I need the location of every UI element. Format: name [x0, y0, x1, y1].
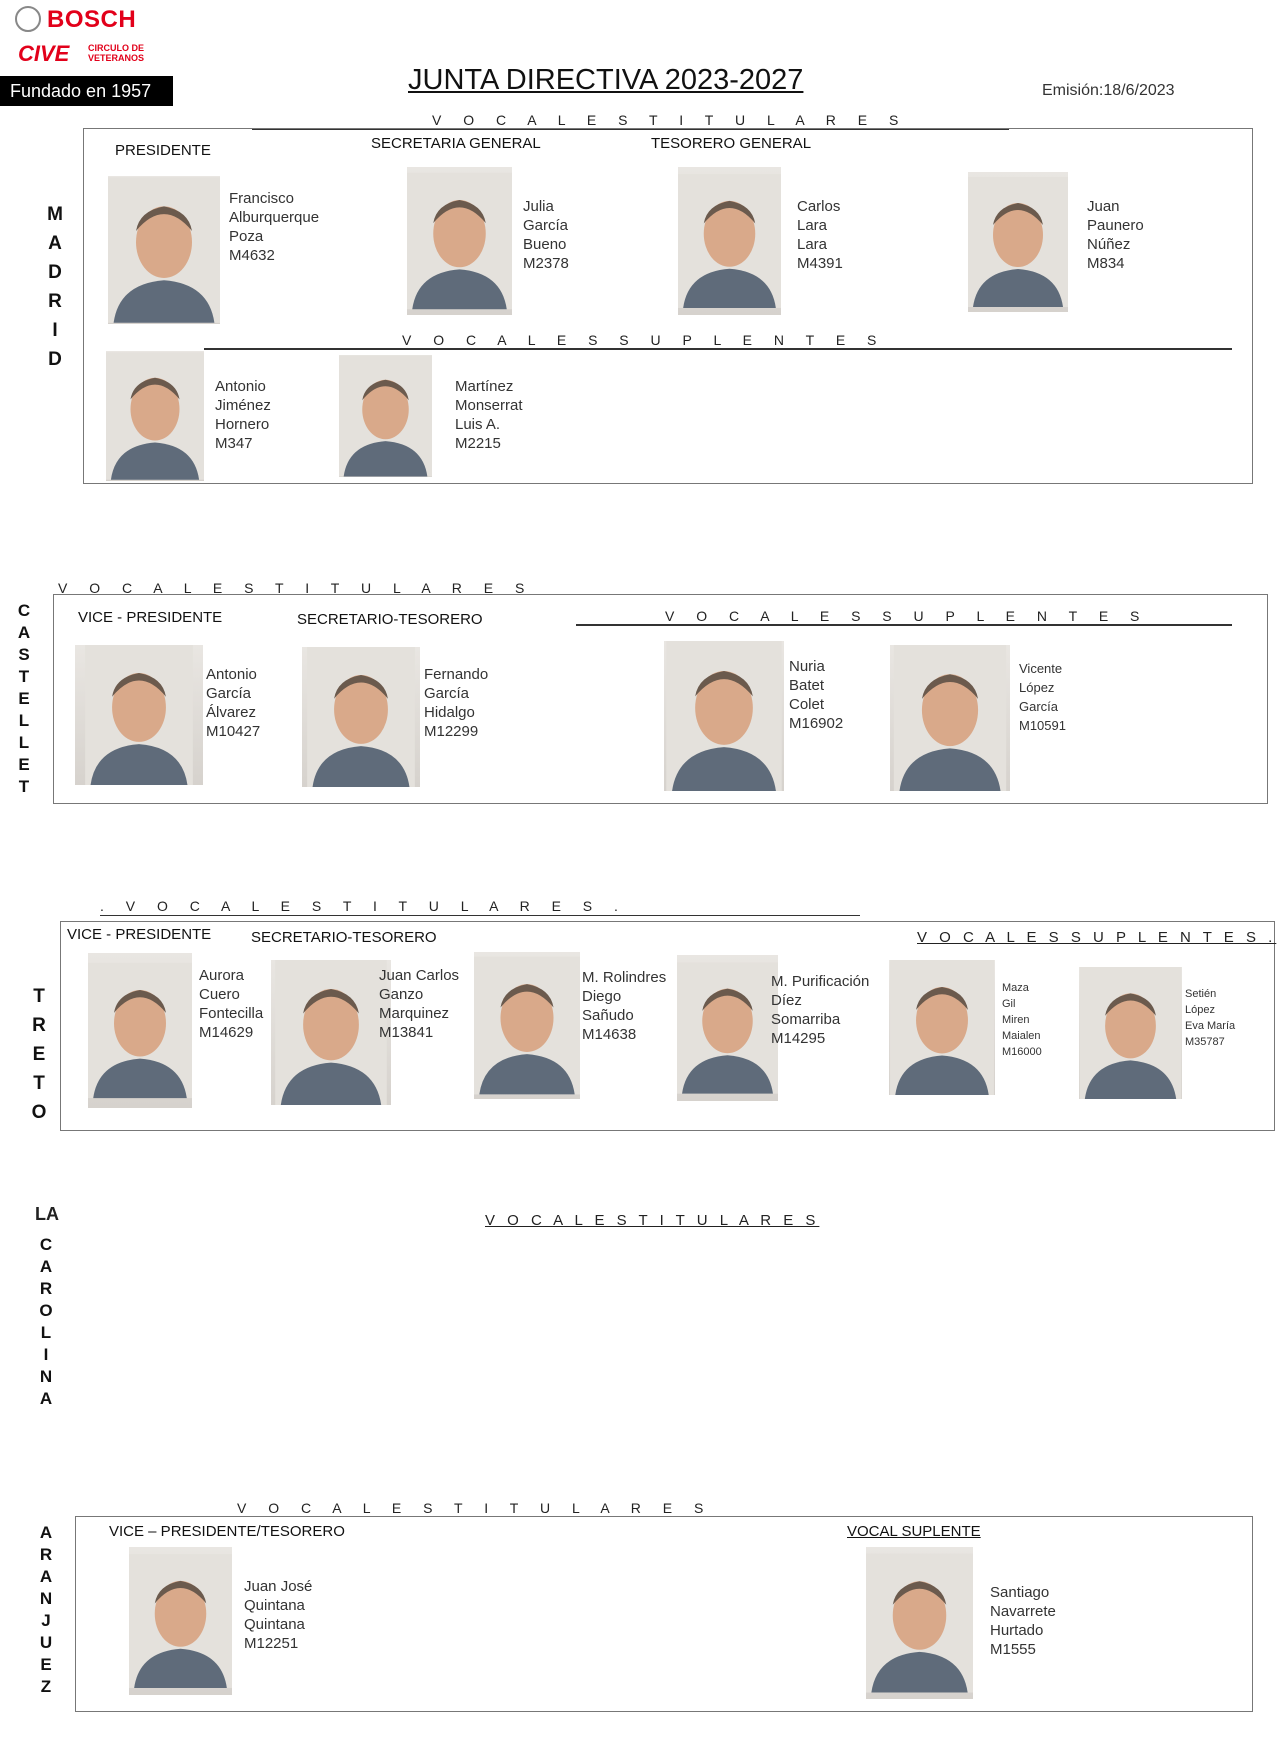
portrait-icon: [407, 167, 512, 315]
person-photo: [866, 1547, 973, 1699]
portrait-icon: [106, 351, 204, 481]
role-secretario-tesorero: SECRETARIO-TESORERO: [297, 611, 483, 628]
aranjuez-vertical-label: A R A N J U E Z: [39, 1523, 53, 1696]
founded-text: Fundado en 1957: [10, 81, 152, 101]
cive-wordmark: CIVE: [18, 41, 70, 66]
portrait-icon: [890, 645, 1010, 791]
person-photo: [677, 955, 778, 1101]
role-secretario-tesorero: SECRETARIO-TESORERO: [251, 929, 437, 946]
person-name: Vicente López García M10591: [1019, 661, 1066, 733]
person-name: Juan José Quintana Quintana M12251: [244, 1578, 313, 1652]
person-name: Juan Carlos Ganzo Marquinez M13841: [379, 967, 460, 1041]
person-name: Fernando García Hidalgo M12299: [424, 666, 489, 740]
founded-banner: [0, 76, 173, 106]
portrait-icon: [678, 167, 781, 315]
role-vice-presidente: VICE - PRESIDENTE: [78, 609, 223, 626]
madrid-suplentes-heading: V O C A L E S S U P L E N T E S: [402, 332, 886, 348]
person-name: Martínez Monserrat Luis A. M2215: [455, 378, 523, 452]
person-photo: [474, 952, 580, 1099]
castellet-suplentes-heading: V O C A L E S S U P L E N T E S: [665, 608, 1149, 624]
bosch-wordmark: BOSCH: [47, 6, 137, 33]
madrid-vertical-label: M A D R I D: [47, 204, 63, 370]
cive-logo: [18, 41, 148, 69]
person-name: M. Purificación Díez Somarriba M14295: [771, 973, 870, 1047]
treto-titulares-rule: [100, 915, 860, 916]
aranjuez-section: [75, 1516, 1253, 1712]
treto-section: [60, 921, 1275, 1131]
person-name: Setién López Eva María M35787: [1185, 988, 1236, 1048]
portrait-icon: [339, 355, 432, 477]
role-tesorero-general: TESORERO GENERAL: [651, 135, 812, 152]
portrait-icon: [302, 647, 420, 787]
portrait-icon: [271, 960, 391, 1105]
la-carolina-label-top: LA: [35, 1204, 59, 1224]
portrait-icon: [889, 960, 995, 1095]
role-vocal-suplente: VOCAL SUPLENTE: [847, 1523, 981, 1540]
portrait-icon: [75, 645, 203, 785]
person-photo: [407, 167, 512, 315]
aranjuez-titulares-heading: V O C A L E S T I T U L A R E S: [237, 1500, 713, 1516]
role-presidente: PRESIDENTE: [115, 142, 211, 159]
treto-titulares-heading: . V O C A L E S T I T U L A R E S .: [100, 898, 627, 914]
madrid-titulares-heading: V O C A L E S T I T U L A R E S: [432, 112, 908, 128]
circulo-line-2: VETERANOS: [88, 53, 145, 63]
portrait-icon: [866, 1547, 973, 1699]
castellet-vertical-label: C A S T E L L E T: [17, 601, 31, 796]
person-name: Aurora Cuero Fontecilla M14629: [199, 967, 264, 1041]
circulo-line-1: CIRCULO DE: [88, 43, 144, 53]
person-photo: [339, 355, 432, 477]
bosch-emblem-icon: [15, 6, 41, 32]
madrid-suplentes-rule: [204, 348, 1232, 350]
person-photo: [75, 645, 203, 785]
portrait-icon: [968, 172, 1068, 312]
madrid-section: [83, 128, 1253, 484]
portrait-icon: [1079, 967, 1182, 1099]
role-vice-presidente: VICE - PRESIDENTE: [67, 926, 212, 943]
portrait-icon: [129, 1547, 232, 1695]
person-name: Maza Gil Miren Maialen M16000: [1002, 982, 1042, 1058]
treto-vertical-label: T R E T O: [31, 986, 47, 1123]
person-name: Carlos Lara Lara M4391: [797, 198, 843, 272]
person-name: Nuria Batet Colet M16902: [789, 658, 844, 732]
person-photo: [1079, 967, 1182, 1099]
person-photo: [678, 167, 781, 315]
castellet-titulares-heading: V O C A L E S T I T U L A R E S: [58, 580, 534, 596]
person-photo: [108, 176, 220, 324]
person-photo: [88, 953, 192, 1108]
person-photo: [890, 645, 1010, 791]
portrait-icon: [677, 955, 778, 1101]
treto-suplentes-heading: V O C A L E S S U P L E N T E S .: [917, 929, 1277, 946]
person-name: Julia García Bueno M2378: [523, 198, 569, 272]
la-carolina-vertical-label: C A R O L I N A: [39, 1235, 53, 1408]
person-name: Antonio Jiménez Hornero M347: [215, 378, 271, 452]
person-name: Juan Paunero Núñez M834: [1087, 198, 1144, 272]
person-photo: [106, 351, 204, 481]
person-photo: [889, 960, 995, 1095]
person-photo: [968, 172, 1068, 312]
bosch-logo: [15, 6, 145, 34]
portrait-icon: [474, 952, 580, 1099]
role-vice-presidente-tesorero: VICE – PRESIDENTE/TESORERO: [109, 1523, 345, 1540]
person-name: M. Rolindres Diego Sañudo M14638: [582, 969, 667, 1043]
la-carolina-titulares-heading: V O C A L E S T I T U L A R E S: [485, 1212, 820, 1229]
person-name: Santiago Navarrete Hurtado M1555: [990, 1584, 1056, 1658]
portrait-icon: [664, 641, 784, 791]
page-title: JUNTA DIRECTIVA 2023-2027: [408, 64, 804, 96]
portrait-icon: [88, 953, 192, 1108]
role-secretaria-general: SECRETARIA GENERAL: [371, 135, 541, 152]
castellet-suplentes-rule: [576, 624, 1232, 626]
person-name: Francisco Alburquerque Poza M4632: [229, 190, 320, 264]
person-photo: [129, 1547, 232, 1695]
person-photo: [302, 647, 420, 787]
castellet-section: [53, 594, 1268, 804]
person-photo: [664, 641, 784, 791]
person-photo: [271, 960, 391, 1105]
person-name: Antonio García Álvarez M10427: [206, 666, 261, 740]
portrait-icon: [108, 176, 220, 324]
emission-date: Emisión:18/6/2023: [1042, 82, 1175, 99]
